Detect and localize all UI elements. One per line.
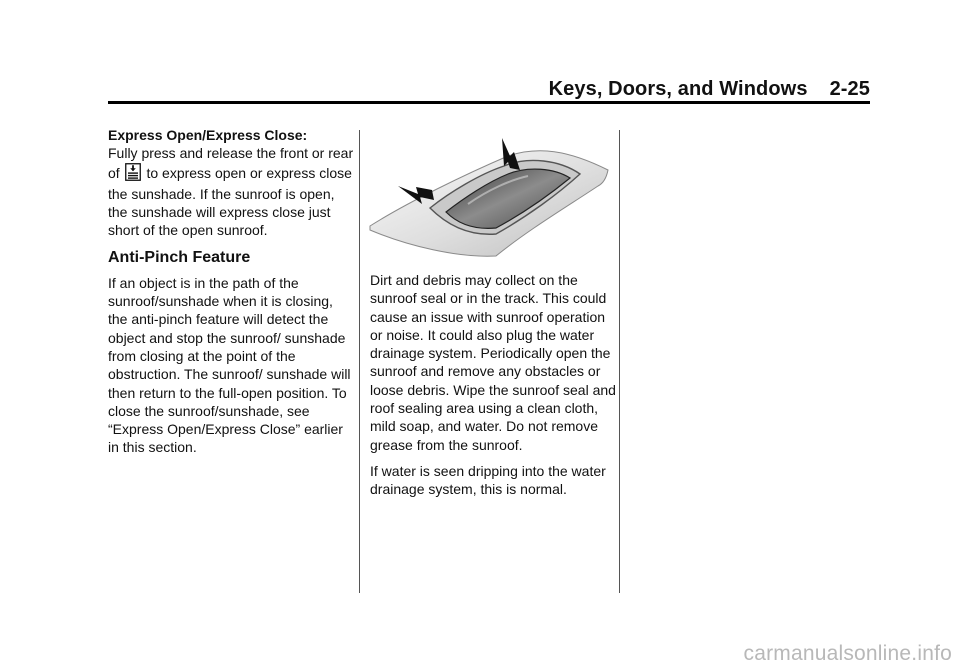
column-divider-right (619, 130, 620, 593)
express-text-part1: Fully press and release the front or rear of (108, 145, 354, 181)
express-paragraph (108, 126, 356, 240)
drainage-paragraph: If water is seen dripping into the water drainage system, this is normal. (370, 462, 606, 498)
maintenance-paragraph: Dirt and debris may collect on the sunroof seal or in the track. This could cause an issue with sunroof operation or noise. It could also plug the water drainage system. Periodically open the sunroof and remove any obstacles or loose debris. Wipe the sunroof seal and roof sealing area using a clean cloth, mild soap, and water. Do not remove grease from the sunroof. (370, 272, 616, 453)
column-divider-left (359, 130, 360, 593)
sunshade-switch-icon (125, 163, 141, 185)
express-text-part2: to express open or express close the sunshade. If the sunroof is open, the sunshade will express close just short of the open sunroof. (108, 164, 352, 239)
express-heading: Express Open/Express Close: (108, 127, 308, 143)
page-title (549, 78, 870, 101)
header-rule (108, 101, 870, 104)
section-title: Keys, Doors, and Windows (548, 78, 808, 100)
page-number: 2-25 (829, 78, 870, 100)
left-column (108, 126, 356, 465)
anti-pinch-paragraph: If an object is in the path of the sunroof/sunshade when it is closing, the anti-pinch feature will detect the object and stop the sunroof/ sunshade from closing at the point of the obstruction. The sunroof/ sunshade will then return to the full-open position. To close the sunroof/sunshade, see “Express Open/Express Close” earlier in this section. (108, 274, 351, 456)
anti-pinch-heading: Anti-Pinch Feature (108, 248, 251, 266)
sunroof-seal-illustration (368, 134, 610, 263)
watermark: carmanualsonline.info (743, 642, 952, 665)
middle-column (370, 271, 616, 507)
